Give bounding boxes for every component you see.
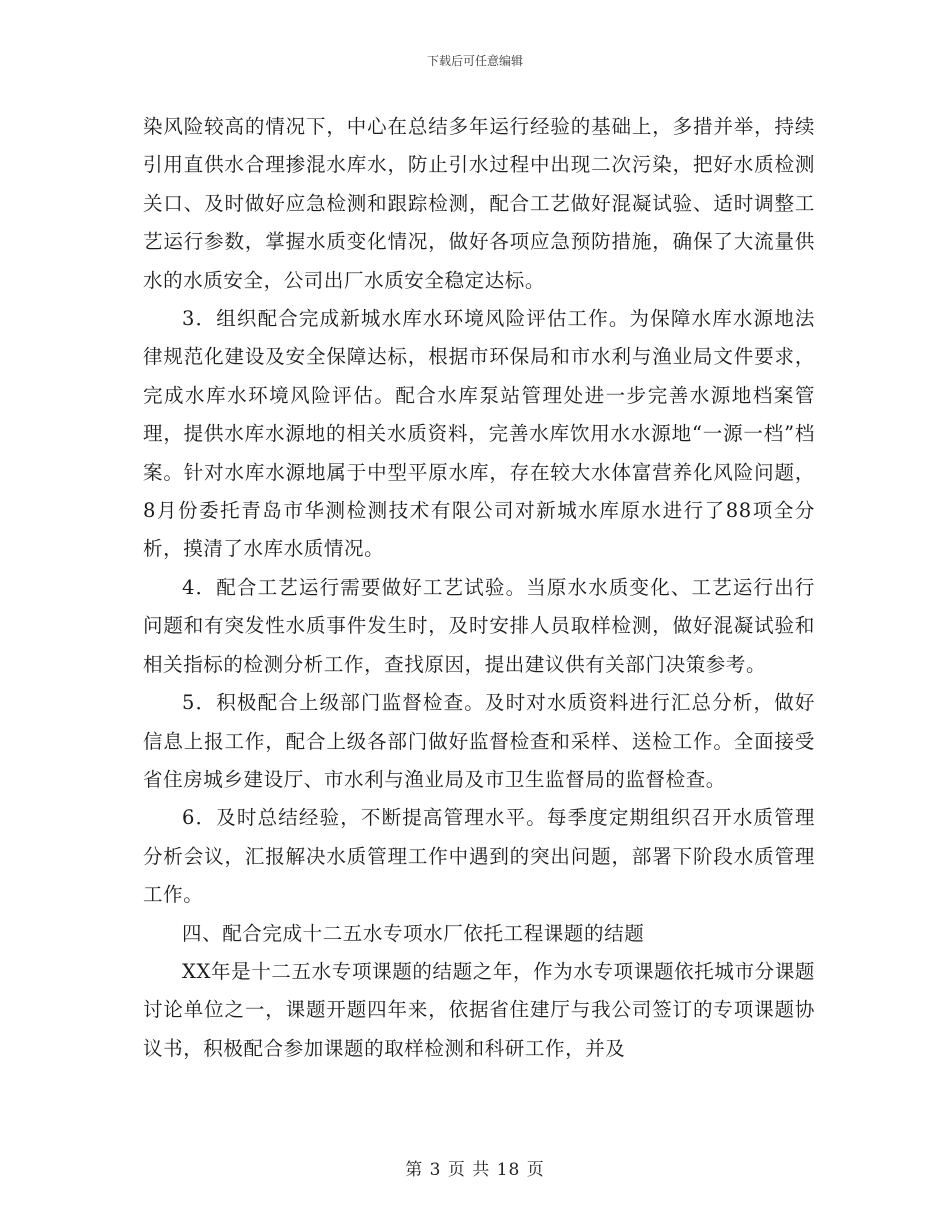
paragraph-6: XX年是十二五水专项课题的结题之年，作为水专项课题依托城市分课题讨论单位之一，课题开题四年来，依据省住建厅与我公司签订的专项课题协议书，积极配合参加课题的取样检测和科研工作，并及 bbox=[143, 959, 815, 1060]
paragraph-2: 3．组织配合完成新城水库水环境风险评估工作。为保障水库水源地法律规范化建设及安全保障达标，根据市环保局和市水利与渔业局文件要求，完成水库水环境风险评估。配合水库泵站管理处进一步完善水源地档案管理，提供水库水源地的相关水质资料，完善水库饮用水水源地“一源一档”档案。针对水库水源地属于中型平原水库，存在较大水体富营养化风险问题，8月份委托青岛市华测检测技术有限公司对新城水库原水进行了88项全分析，摸清了水库水质情况。 bbox=[143, 307, 815, 561]
paragraph-1: 染风险较高的情况下，中心在总结多年运行经验的基础上，多措并举，持续引用直供水合理掺混水库水，防止引水过程中出现二次污染，把好水质检测关口、及时做好应急检测和跟踪检测，配合工艺做好混凝试验、适时调整工艺运行参数，掌握水质变化情况，做好各项应急预防措施，确保了大流量供水的水质安全，公司出厂水质安全稳定达标。 bbox=[143, 115, 815, 292]
page-header: 下载后可任意编辑 bbox=[426, 54, 523, 68]
document-body bbox=[143, 108, 815, 1068]
section-heading: 四、配合完成十二五水专项水厂依托工程课题的结题 bbox=[182, 921, 645, 945]
paragraph-3: 4．配合工艺运行需要做好工艺试验。当原水水质变化、工艺运行出行问题和有突发性水质事件发生时，及时安排人员取样检测，做好混凝试验和相关指标的检测分析工作，查找原因，提出建议供有关部门决策参考。 bbox=[143, 575, 815, 676]
paragraph-5: 6．及时总结经验，不断提高管理水平。每季度定期组织召开水质管理分析会议，汇报解决水质管理工作中遇到的突出问题，部署下阶段水质管理工作。 bbox=[143, 806, 815, 907]
page-footer: 第 3 页 共 18 页 bbox=[405, 1160, 545, 1180]
paragraph-4: 5．积极配合上级部门监督检查。及时对水质资料进行汇总分析，做好信息上报工作，配合上级各部门做好监督检查和采样、送检工作。全面接受省住房城乡建设厅、市水利与渔业局及市卫生监督局的监督检查。 bbox=[143, 691, 815, 791]
